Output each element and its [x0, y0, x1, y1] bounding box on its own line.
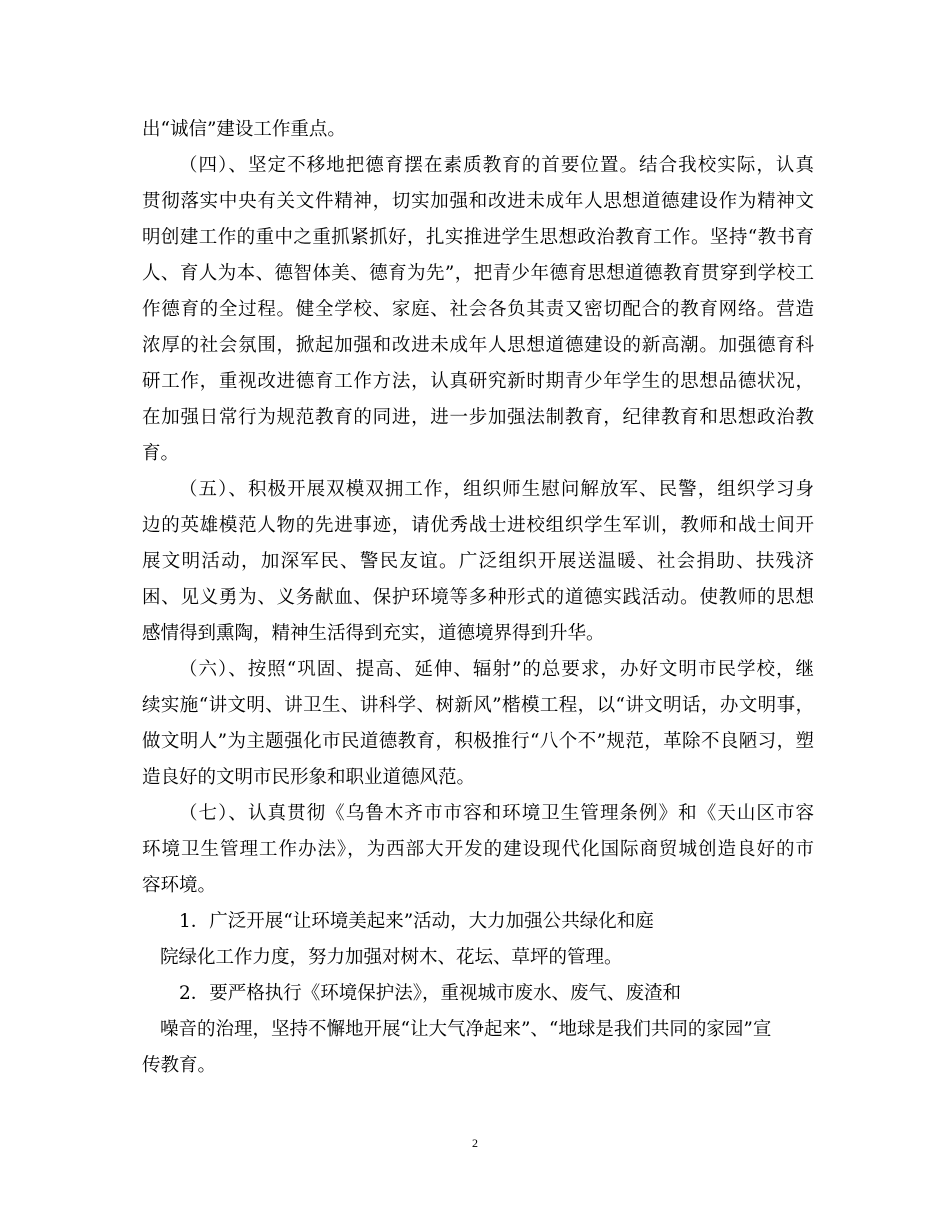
paragraph-section-5 — [142, 472, 814, 652]
text-line: 1．广泛开展“让环境美起来”活动，大力加强公共绿化和庭 — [179, 911, 654, 932]
text-line: 展文明活动，加深军民、警民友谊。广泛组织开展送温暖、社会捐助、扶残济 — [142, 551, 814, 572]
text-line: （六）、按照“巩固、提高、延伸、辐射”的总要求，办好文明市民学校，继 — [179, 659, 814, 680]
text-line: 贯彻落实中央有关文件精神，切实加强和改进未成年人思想道德建设作为精神文 — [142, 191, 814, 212]
text-line: （五）、积极开展双模双拥工作，组织师生慰问解放军、民警，组织学习身 — [179, 479, 814, 500]
text-line: 在加强日常行为规范教育的同进，进一步加强法制教育，纪律教育和思想政治教 — [142, 407, 814, 428]
text-line: 感情得到熏陶，精神生活得到充实，道德境界得到升华。 — [142, 623, 605, 644]
text-line: 环境卫生管理工作办法》，为西部大开发的建设现代化国际商贸城创造良好的市 — [142, 839, 814, 860]
text-line: （四）、坚定不移地把德育摆在素质教育的首要位置。结合我校实际，认真 — [179, 155, 814, 176]
text-line: 传教育。 — [142, 1055, 217, 1076]
list-item-2 — [142, 976, 814, 1084]
paragraph-section-6 — [142, 652, 814, 796]
text-line: 容环境。 — [142, 875, 217, 896]
text-line: 出“诚信”建设工作重点。 — [142, 119, 346, 140]
paragraph-section-4 — [142, 148, 814, 472]
text-line: 研工作，重视改进德育工作方法，认真研究新时期青少年学生的思想品德状况， — [142, 371, 814, 392]
list-item-1 — [142, 904, 814, 976]
text-line: 人、育人为本、德智体美、德育为先”，把青少年德育思想道德教育贯穿到学校工 — [142, 263, 814, 284]
text-line: 造良好的文明市民形象和职业道德风范。 — [142, 767, 476, 788]
text-line: 育。 — [142, 443, 180, 464]
text-line: 2．要严格执行《环境保护法》，重视城市废水、废气、废渣和 — [179, 983, 682, 1004]
paragraph-section-7 — [142, 796, 814, 904]
text-line: 院绿化工作力度，努力加强对树木、花坛、草坪的管理。 — [160, 947, 623, 968]
text-line: 噪音的治理，坚持不懈地开展“让大气净起来”、“地球是我们共同的家园”宣 — [160, 1019, 772, 1040]
text-line: 边的英雄模范人物的先进事迹，请优秀战士进校组织学生军训，教师和战士间开 — [142, 515, 814, 536]
text-line: 浓厚的社会氛围，掀起加强和改进未成年人思想道德建设的新高潮。加强德育科 — [142, 335, 814, 356]
text-line: 作德育的全过程。健全学校、家庭、社会各负其责又密切配合的教育网络。营造 — [142, 299, 814, 320]
text-line: （七）、认真贯彻《乌鲁木齐市市容和环境卫生管理条例》和《天山区市容 — [179, 803, 814, 824]
text-line: 困、见义勇为、义务献血、保护环境等多种形式的道德实践活动。使教师的思想 — [142, 587, 814, 608]
document-body — [142, 112, 814, 1084]
text-line: 明创建工作的重中之重抓紧抓好，扎实推进学生思想政治教育工作。坚持“教书育 — [142, 227, 814, 248]
text-line: 做文明人”为主题强化市民道德教育，积极推行“八个不”规范，革除不良陋习，塑 — [142, 731, 814, 752]
text-line: 续实施“讲文明、讲卫生、讲科学、树新风”楷模工程，以“讲文明话，办文明事， — [142, 695, 814, 716]
page-number: 2 — [472, 1136, 478, 1150]
paragraph-continuation — [142, 112, 814, 148]
